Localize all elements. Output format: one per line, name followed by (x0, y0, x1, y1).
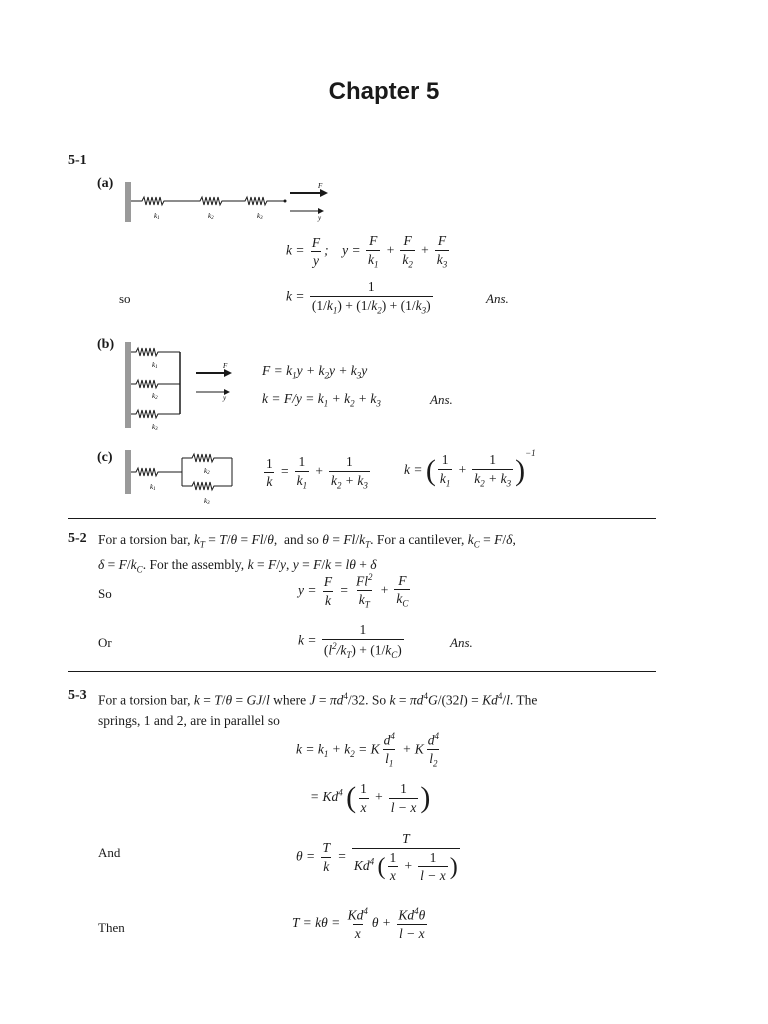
problem-5-2-text: For a torsion bar, $k_T = T/\theta = Fl/\theta$, and so $\theta = Fl/k_T$. For a cantilever, $k_C = F/\delta$, $\delta = F/k_C$. For the assembly, k = F/y, y = F/k = lθ + δ (98, 532, 516, 575)
divider (68, 518, 656, 519)
svg-text:k3: k3 (257, 212, 263, 221)
eq-5-1-b-2: $k = F/y = k_1 + k_2 + k_3$ (262, 391, 381, 409)
svg-text:k1: k1 (150, 483, 156, 492)
svg-text:k2: k2 (204, 467, 210, 476)
eq-5-3-b: = $Kd^4$ ( $\frac{1}{x}$ + $\frac{1}{l - x}$ ) (310, 781, 431, 815)
and-label-5-3: And (98, 845, 121, 860)
svg-text:y: y (318, 214, 322, 222)
svg-text:k1: k1 (152, 361, 158, 370)
series-parallel-spring-diagram (120, 448, 245, 510)
problem-5-3-text: For a torsion bar, k = T/θ = GJ/l where $J = \pi d^4/32$. So $k = \pi d^4G/(32l) = Kd^4/l$. The springs, 1 and 2, are in parallel so (98, 691, 538, 728)
divider (68, 671, 656, 672)
so-label-5-2: So (98, 586, 112, 601)
part-a-label: (a) (97, 176, 114, 191)
eq-5-2-b: k = $\frac{1}{(l^2/k_T) + (1/k_C)}$ (298, 622, 402, 660)
parallel-spring-diagram (120, 340, 250, 435)
eq-5-1-a: k = $\frac{F}{y}$ ; y = $\frac{F}{k_1}$ + $\frac{F}{k_2}$ + $\frac{F}{k_3}$ (286, 233, 448, 270)
eq-5-3-c: θ = $\frac{T}{k}$ = T Kd$^4$ ( $\frac{1}{x}$ + $\frac{1}{l - x}$ ) (296, 831, 458, 883)
svg-text:k3: k3 (204, 497, 210, 506)
ans-5-1-b: Ans. (430, 392, 453, 407)
svg-text:k1: k1 (154, 212, 160, 221)
eq-5-3-a: $k = k_1 + k_2 = K$ $\frac{d^4}{l_1}$ + K $\frac{d^4}{l_2}$ (296, 731, 439, 769)
svg-text:F: F (223, 362, 228, 370)
series-spring-diagram (120, 180, 340, 225)
so-label-5-1: so (119, 291, 131, 306)
page-title: Chapter 5 (328, 78, 440, 105)
ans-5-2: Ans. (450, 635, 473, 650)
svg-text:F: F (318, 182, 323, 190)
svg-text:y: y (223, 394, 227, 402)
svg-text:k3: k3 (152, 423, 158, 432)
eq-5-1-b-1: $F = k_1y + k_2y + k_3y$ (262, 363, 368, 381)
ans-5-1-a: Ans. (486, 291, 509, 306)
eq-5-3-d: T = kθ = $\frac{Kd^4}{x}$ θ + $\frac{Kd^4\theta}{l - x}$ (292, 906, 426, 941)
problem-number-5-1: 5-1 (68, 153, 87, 168)
part-b-label: (b) (97, 337, 115, 352)
svg-text:k2: k2 (208, 212, 214, 221)
eq-5-1-a-result: k = $\frac{1}{(1/k_1) + (1/k_2) + (1/k_3)}$ (286, 279, 431, 316)
svg-text:k2: k2 (152, 392, 158, 401)
problem-number-5-3: 5-3 (68, 688, 87, 703)
eq-5-1-c-1: $\frac{1}{k}$ = $\frac{1}{k_1}$ + $\frac{1}{k_2 + k_3}$ (266, 454, 368, 491)
then-label-5-3: Then (98, 920, 125, 935)
problem-number-5-2: 5-2 (68, 531, 87, 546)
part-c-label: (c) (97, 450, 113, 465)
eq-5-1-c-2: k = ( $\frac{1}{k_1}$ + $\frac{1}{k_2 + k_3}$ )$^{-1}$ (404, 448, 536, 489)
or-label-5-2: Or (98, 635, 112, 650)
eq-5-2-a: y = $\frac{F}{k}$ = $\frac{Fl^2}{k_T}$ + $\frac{F}{k_C}$ (298, 572, 409, 610)
